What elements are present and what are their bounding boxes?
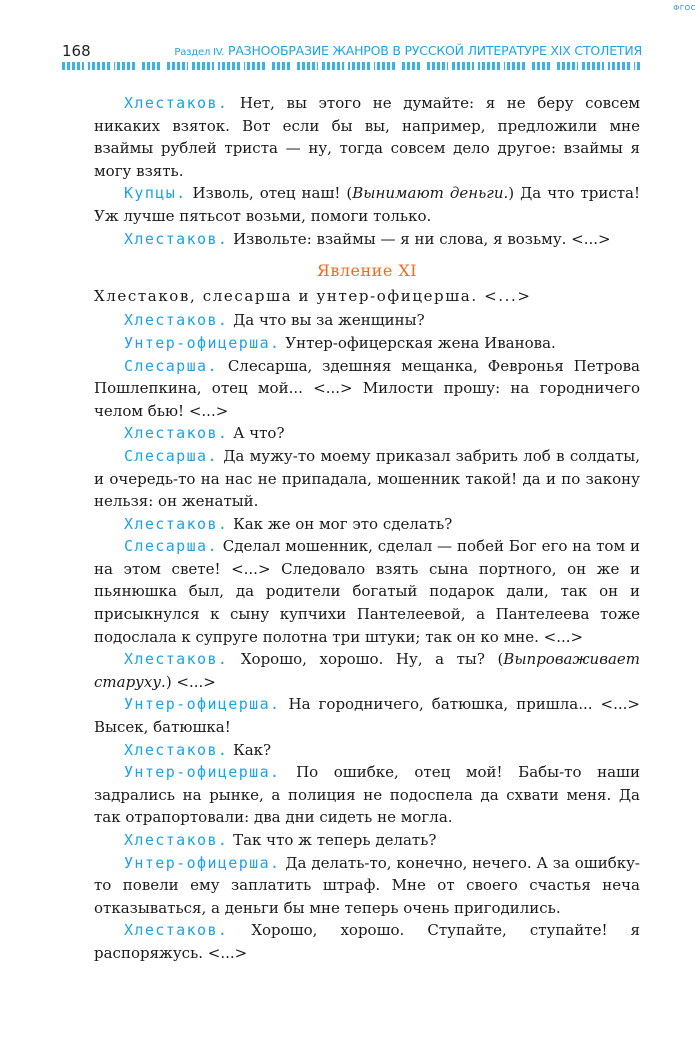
speaker-name: Слесарша.	[124, 537, 218, 556]
speech-block	[94, 761, 640, 829]
speech-block	[94, 228, 640, 251]
speech-block	[94, 445, 640, 513]
speaker-name: Хлестаков.	[124, 921, 229, 940]
speech-text: Изволь, отец наш! (	[186, 184, 353, 203]
speaker-name: Хлестаков.	[124, 740, 229, 759]
speaker-name: Унтер-офицерша.	[124, 333, 281, 352]
speech-text: Нет, вы этого не думайте: я не беру совсем никаких взяток. Вот если бы вы, например, предложили мне взаймы рублей триста — ну, тогда совсем дело другое: взаймы я могу взять.	[94, 94, 640, 180]
speaker-name: Унтер-офицерша.	[124, 853, 281, 872]
speaker-name: Хлестаков.	[124, 229, 229, 248]
stage-direction: Выпроваживает старуху.	[94, 650, 640, 691]
speaker-name: Хлестаков.	[124, 424, 229, 443]
speech-text: Да делать-то, конечно, нечего. А за ошибку-то повели ему заплатить штраф. Мне от своего счастья неча отказываться, а деньги бы мне теперь очень пригодились.	[94, 853, 640, 917]
speaker-name: Унтер-офицерша.	[124, 763, 281, 782]
speaker-name: Хлестаков.	[124, 94, 229, 112]
speech-text: А что?	[228, 424, 285, 443]
speech-text: Извольте: взаймы — я ни слова, я возьму. <...>	[228, 229, 611, 248]
speech-block	[94, 535, 640, 648]
speech-text: Да что вы за женщины?	[228, 311, 425, 330]
speaker-name: Слесарша.	[124, 356, 218, 375]
speaker-name: Хлестаков.	[124, 311, 229, 330]
running-head	[62, 40, 642, 74]
speech-block	[94, 332, 640, 355]
speech-text: Как?	[228, 740, 272, 759]
speech-block	[94, 919, 640, 964]
speech-block	[94, 852, 640, 920]
speech-block	[94, 739, 640, 762]
cast-list: Хлестаков, слесарша и унтер-офицерша. <...>	[94, 286, 532, 305]
speech-block	[94, 92, 640, 182]
speaker-name: Унтер-офицерша.	[124, 695, 281, 714]
page-number: 168	[62, 42, 91, 60]
speech-block	[94, 829, 640, 852]
stage-direction: Вынимают деньги.	[352, 184, 509, 203]
speaker-name: Хлестаков.	[124, 514, 229, 533]
speaker-name: Хлестаков.	[124, 831, 229, 849]
section-title-text: РАЗНООБРАЗИЕ ЖАНРОВ В РУССКОЙ ЛИТЕРАТУРЕ XIX СТОЛЕТИЯ	[227, 43, 642, 58]
play-text	[94, 92, 640, 965]
speaker-name: Купцы.	[124, 184, 187, 203]
speech-text: ) <...>	[165, 672, 216, 691]
speech-block	[94, 648, 640, 693]
speech-text: Унтер-офицерская жена Иванова.	[280, 333, 556, 352]
section-prefix: Раздел IV.	[174, 47, 225, 58]
speech-block	[94, 309, 640, 332]
speech-block	[94, 693, 640, 738]
speech-block	[94, 422, 640, 445]
speech-text: Хорошо, хорошо. Ступайте, ступайте! я распоряжусь. <...>	[94, 921, 640, 962]
speech-block	[94, 355, 640, 423]
speech-text: Так что ж теперь делать?	[228, 831, 437, 849]
speaker-name: Хлестаков.	[124, 650, 229, 669]
header-ornament-divider	[62, 62, 642, 70]
speech-block	[94, 513, 640, 536]
speaker-name: Слесарша.	[124, 446, 218, 465]
speech-text: Как же он мог это сделать?	[228, 514, 453, 533]
speech-text: Слесарша, здешняя мещанка, Февронья Петрова Пошлепкина, отец мой... <...> Милости прошу: на городничего челом бью! <...>	[94, 356, 640, 420]
speech-text: На городничего, батюшка, пришла... <...> Высек, батюшка!	[94, 695, 640, 737]
speech-text: Сделал мошенник, сделал — побей Бог его на том и на этом свете! <...> Следовало взять сына портного, он же и пьянюшка был, да родители богатый подарок дали, так он и присыкнулся к сыну купчихи Пантелеевой, а Пантелеева тоже подослала к супруге полотна три штуки; так он ко мне. <...>	[94, 537, 640, 646]
corner-mark: ФГОС	[673, 4, 696, 12]
section-title	[174, 43, 642, 58]
scene-heading: Явление XI	[316, 261, 418, 281]
speech-text: По ошибке, отец мой! Бабы-то наши задрались на рынке, а полиция не подоспела да схвати меня. Да так отрапортовали: два дни сидеть не могла.	[94, 763, 640, 827]
speech-text: ) Да что триста! Уж лучше пятьсот возьми, помоги только.	[94, 184, 640, 225]
speech-text: Да мужу-то моему приказал забрить лоб в солдаты, и очередь-то на нас не припадала, мошенник такой! да и по закону нельзя: он женатый.	[94, 446, 640, 511]
speech-text: Хорошо, хорошо. Ну, а ты? (	[228, 650, 504, 669]
speech-block	[94, 182, 640, 227]
